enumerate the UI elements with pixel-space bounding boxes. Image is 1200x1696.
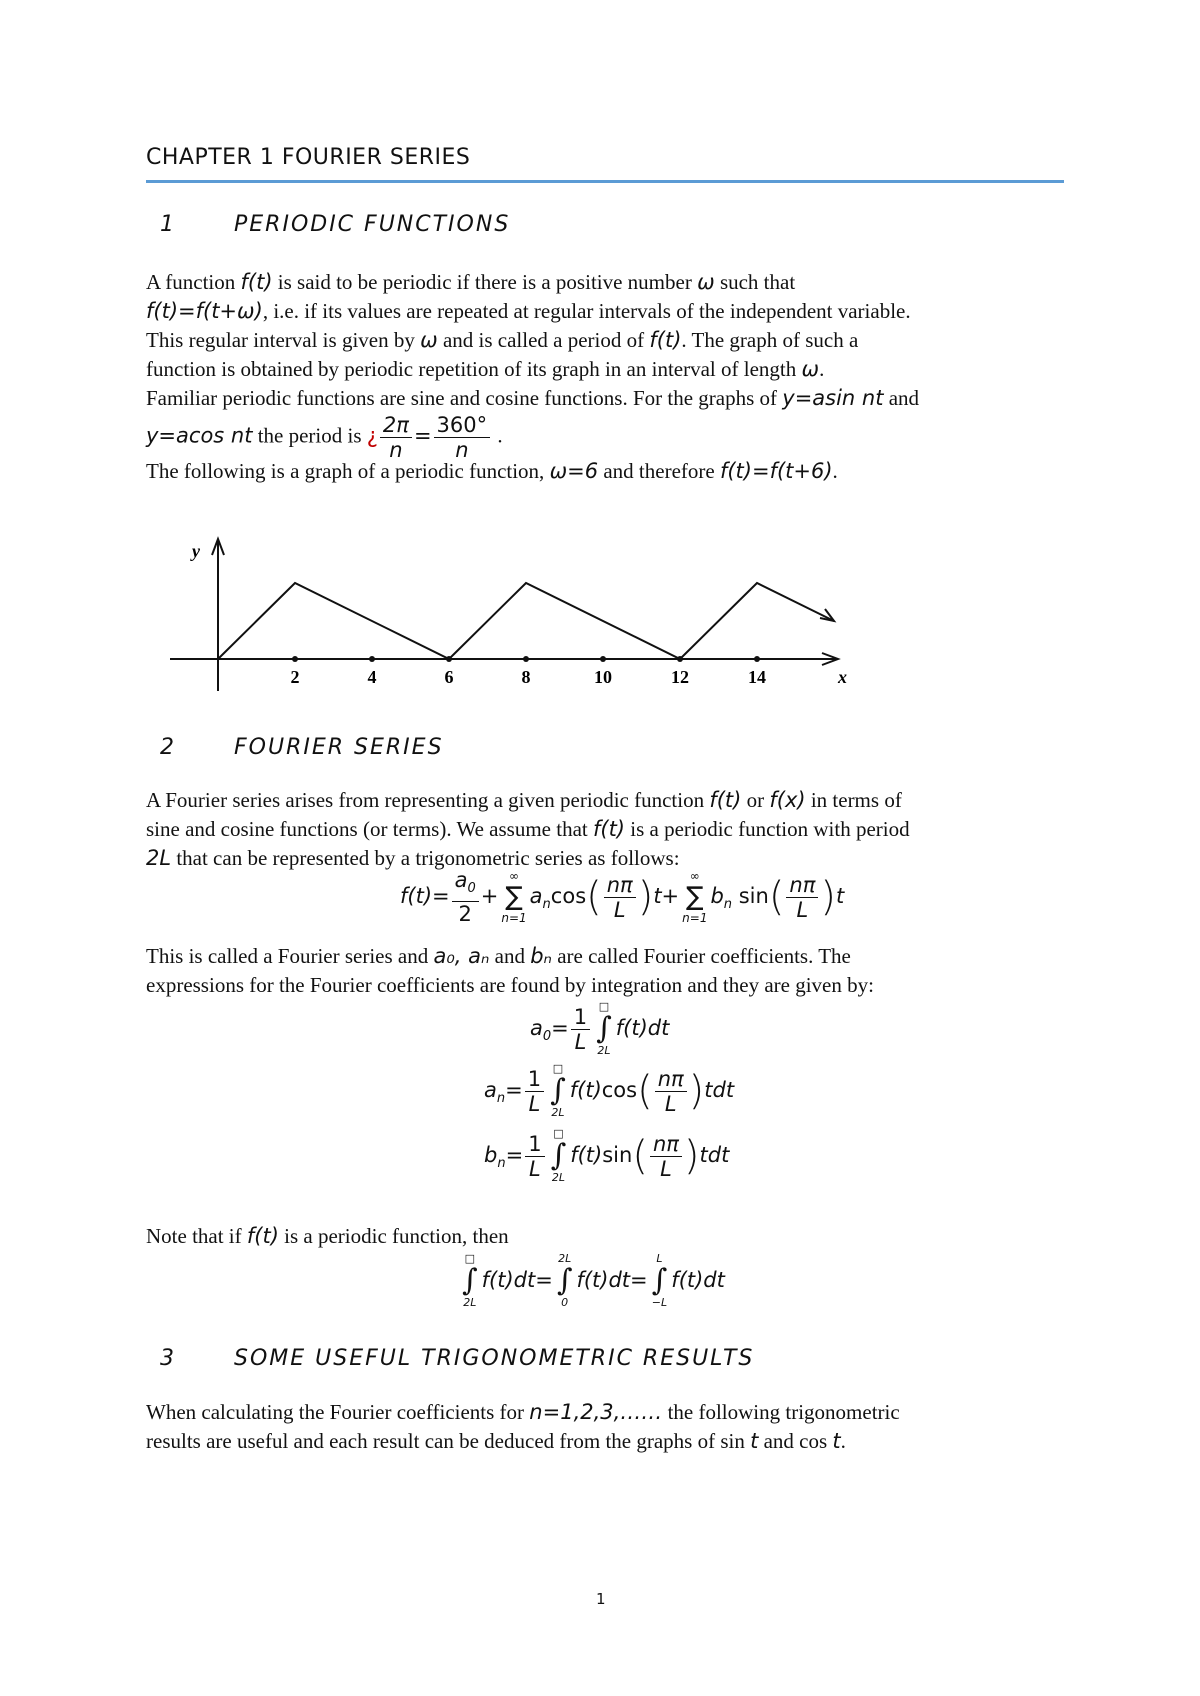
chapter-title: CHAPTER 1 FOURIER SERIES xyxy=(146,145,471,170)
fourier-series-equation: f(t)= $\frac{a_0}{2}$ + ∞ ∑ n=1 $a_n\cos$( $\frac{n\pi}{L}$ )t+ ∞ ∑ n=1 $b_n$ sin( $\frac{n\pi}{L}$ )t xyxy=(400,868,845,927)
math-ysin: y=asin nt xyxy=(782,386,884,410)
math-ft: f(t) xyxy=(709,788,742,812)
text-run: This regular interval is given by xyxy=(146,328,421,352)
math-omega: ω xyxy=(801,357,820,381)
math-omega: ω xyxy=(697,270,715,294)
math-omega-6: ω=6 xyxy=(549,459,599,483)
x-tick-label: 14 xyxy=(748,667,766,687)
math-n-values: n=1,2,3,…… xyxy=(529,1400,663,1424)
text-run: is a periodic function with period xyxy=(625,817,910,841)
x-tick-label: 2 xyxy=(290,667,300,687)
section-1-number: 1 xyxy=(160,212,176,237)
x-tick-dot xyxy=(523,656,529,662)
section-3-number: 3 xyxy=(160,1346,176,1371)
math-ycos: y=acos nt xyxy=(146,423,253,448)
bn-formula: $b_n=$ $\frac{1}{L}$ □ ∫ 2L f(t)sin( $\frac{n\pi}{L}$ )tdt xyxy=(484,1127,730,1184)
page-number: 1 xyxy=(596,1590,606,1608)
text-run: . xyxy=(832,459,838,483)
text-run: and xyxy=(489,944,531,968)
text-run: This is called a Fourier series and xyxy=(146,944,434,968)
text-run: the period is xyxy=(252,423,367,448)
an-formula: $a_n=$ $\frac{1}{L}$ □ ∫ 2L f(t)cos( $\frac{n\pi}{L}$ )tdt xyxy=(484,1062,735,1119)
fraction-360-over-n xyxy=(434,413,491,462)
text-run: expressions for the Fourier coefficients are found by integration and they are given by: xyxy=(146,973,874,997)
text-run: and therefore xyxy=(598,459,720,483)
text-run: and cos xyxy=(758,1429,833,1453)
text-run: sine and cosine functions (or terms). We assume that xyxy=(146,817,593,841)
x-tick-label: 4 xyxy=(367,667,377,687)
text-run: in terms of xyxy=(805,788,902,812)
text-run: is a periodic function, then xyxy=(278,1224,509,1248)
text-run: are called Fourier coefficients. The xyxy=(551,944,851,968)
fraction-numerator: 360° xyxy=(434,413,491,438)
section-1-title: PERIODIC FUNCTIONS xyxy=(234,212,511,237)
math-ft: f(t) xyxy=(246,1224,279,1248)
math-omega: ω xyxy=(420,328,438,352)
text-run: . xyxy=(840,1429,846,1453)
text-run: The following is a graph of a periodic function, xyxy=(146,459,550,483)
text-run: Note that if xyxy=(146,1224,247,1248)
x-tick-label: 10 xyxy=(594,667,612,687)
fraction-2pi-over-n xyxy=(380,413,412,462)
fraction-denominator: n xyxy=(389,438,403,462)
integral-equality: □ ∫ 2L f(t)dt= 2L ∫ 0 f(t)dt= L ∫ −L f(t)dt xyxy=(462,1252,725,1309)
x-axis-label: x xyxy=(838,667,847,687)
text-run: A function xyxy=(146,270,241,294)
text-run: , i.e. if its values are repeated at regular intervals of the independent variable. xyxy=(262,299,911,323)
math-coefficients: a₀, aₙ xyxy=(433,944,490,968)
text-run: is said to be periodic if there is a positive number xyxy=(272,270,698,294)
math-t: t xyxy=(832,1429,841,1453)
x-tick-dot xyxy=(754,656,760,662)
math-2l: 2L xyxy=(146,846,172,870)
fraction-numerator: 2π xyxy=(380,413,412,438)
section-3-paragraph xyxy=(146,1398,1066,1456)
math-bn: bₙ xyxy=(530,944,552,968)
text-run: . xyxy=(819,357,825,381)
section-2-title: FOURIER SERIES xyxy=(234,735,444,760)
math-ft: f(t) xyxy=(592,817,625,841)
text-run: . The graph of such a xyxy=(681,328,859,352)
text-run: Familiar periodic functions are sine and cosine functions. For the graphs of xyxy=(146,386,783,410)
text-run: such that xyxy=(714,270,796,294)
text-run: When calculating the Fourier coefficients for xyxy=(146,1400,530,1424)
math-periodic-eq: f(t)=f(t+ω) xyxy=(146,299,263,323)
x-tick-dot xyxy=(600,656,606,662)
section-3-heading xyxy=(160,1346,754,1371)
text-run: or xyxy=(741,788,770,812)
section-1-paragraph: A function f(t) is said to be periodic if there is a positive number ω such that f(t)=f(t+ω), i.e. if its values are repeated at regular intervals of the independent variable. This regular interval is given by ω and is called a period of f(t). The graph of such a function is obtained by periodic repetition of its graph in an interval of length ω. Familiar periodic functions are sine and cosine functions. For the graphs of y=asin nt and y=acos nt the period is ¿ $\frac{2\pi}{n}$ = $\frac{360^\circ}{n}$ . The following is a graph of a periodic function, ω=6 and therefore f(t)=f(t+6). xyxy=(146,270,920,483)
math-placeholder-glyph: ¿ xyxy=(366,423,378,448)
section-2-number: 2 xyxy=(160,735,176,760)
section-2-paragraph-2 xyxy=(146,942,1066,1000)
math-t: t xyxy=(750,1429,759,1453)
math-ft: f(t) xyxy=(240,270,273,294)
section-1-heading xyxy=(160,212,510,237)
text-run: and xyxy=(883,386,920,410)
math-ft: f(t) xyxy=(649,328,682,352)
section-2-paragraph xyxy=(146,786,1066,873)
text-run: function is obtained by periodic repetition of its graph in an interval of length xyxy=(146,357,802,381)
periodic-function-line xyxy=(218,583,834,659)
x-tick-label: 8 xyxy=(521,667,531,687)
y-axis-label: y xyxy=(192,541,200,561)
math-ft6: f(t)=f(t+6) xyxy=(719,459,833,483)
x-tick-dot xyxy=(292,656,298,662)
text-run: that can be represented by a trigonometric series as follows: xyxy=(171,846,680,870)
section-2-heading xyxy=(160,735,444,760)
title-rule xyxy=(146,180,1064,183)
text-run: results are useful and each result can be deduced from the graphs of sin xyxy=(146,1429,751,1453)
fraction-denominator: n xyxy=(455,438,469,462)
math-fx: f(x) xyxy=(769,788,806,812)
text-run: A Fourier series arises from representing a given periodic function xyxy=(146,788,710,812)
x-tick-dot xyxy=(369,656,375,662)
note-paragraph xyxy=(146,1222,1066,1251)
x-tick-label: 6 xyxy=(444,667,454,687)
x-tick-label: 12 xyxy=(671,667,689,687)
section-3-title: SOME USEFUL TRIGONOMETRIC RESULTS xyxy=(234,1346,755,1371)
periodic-function-graph xyxy=(170,535,850,695)
text-run: the following trigonometric xyxy=(662,1400,900,1424)
text-run: and is called a period of xyxy=(437,328,650,352)
a0-formula: $a_0=$ $\frac{1}{L}$ □ ∫ 2L f(t)dt xyxy=(530,1000,670,1057)
